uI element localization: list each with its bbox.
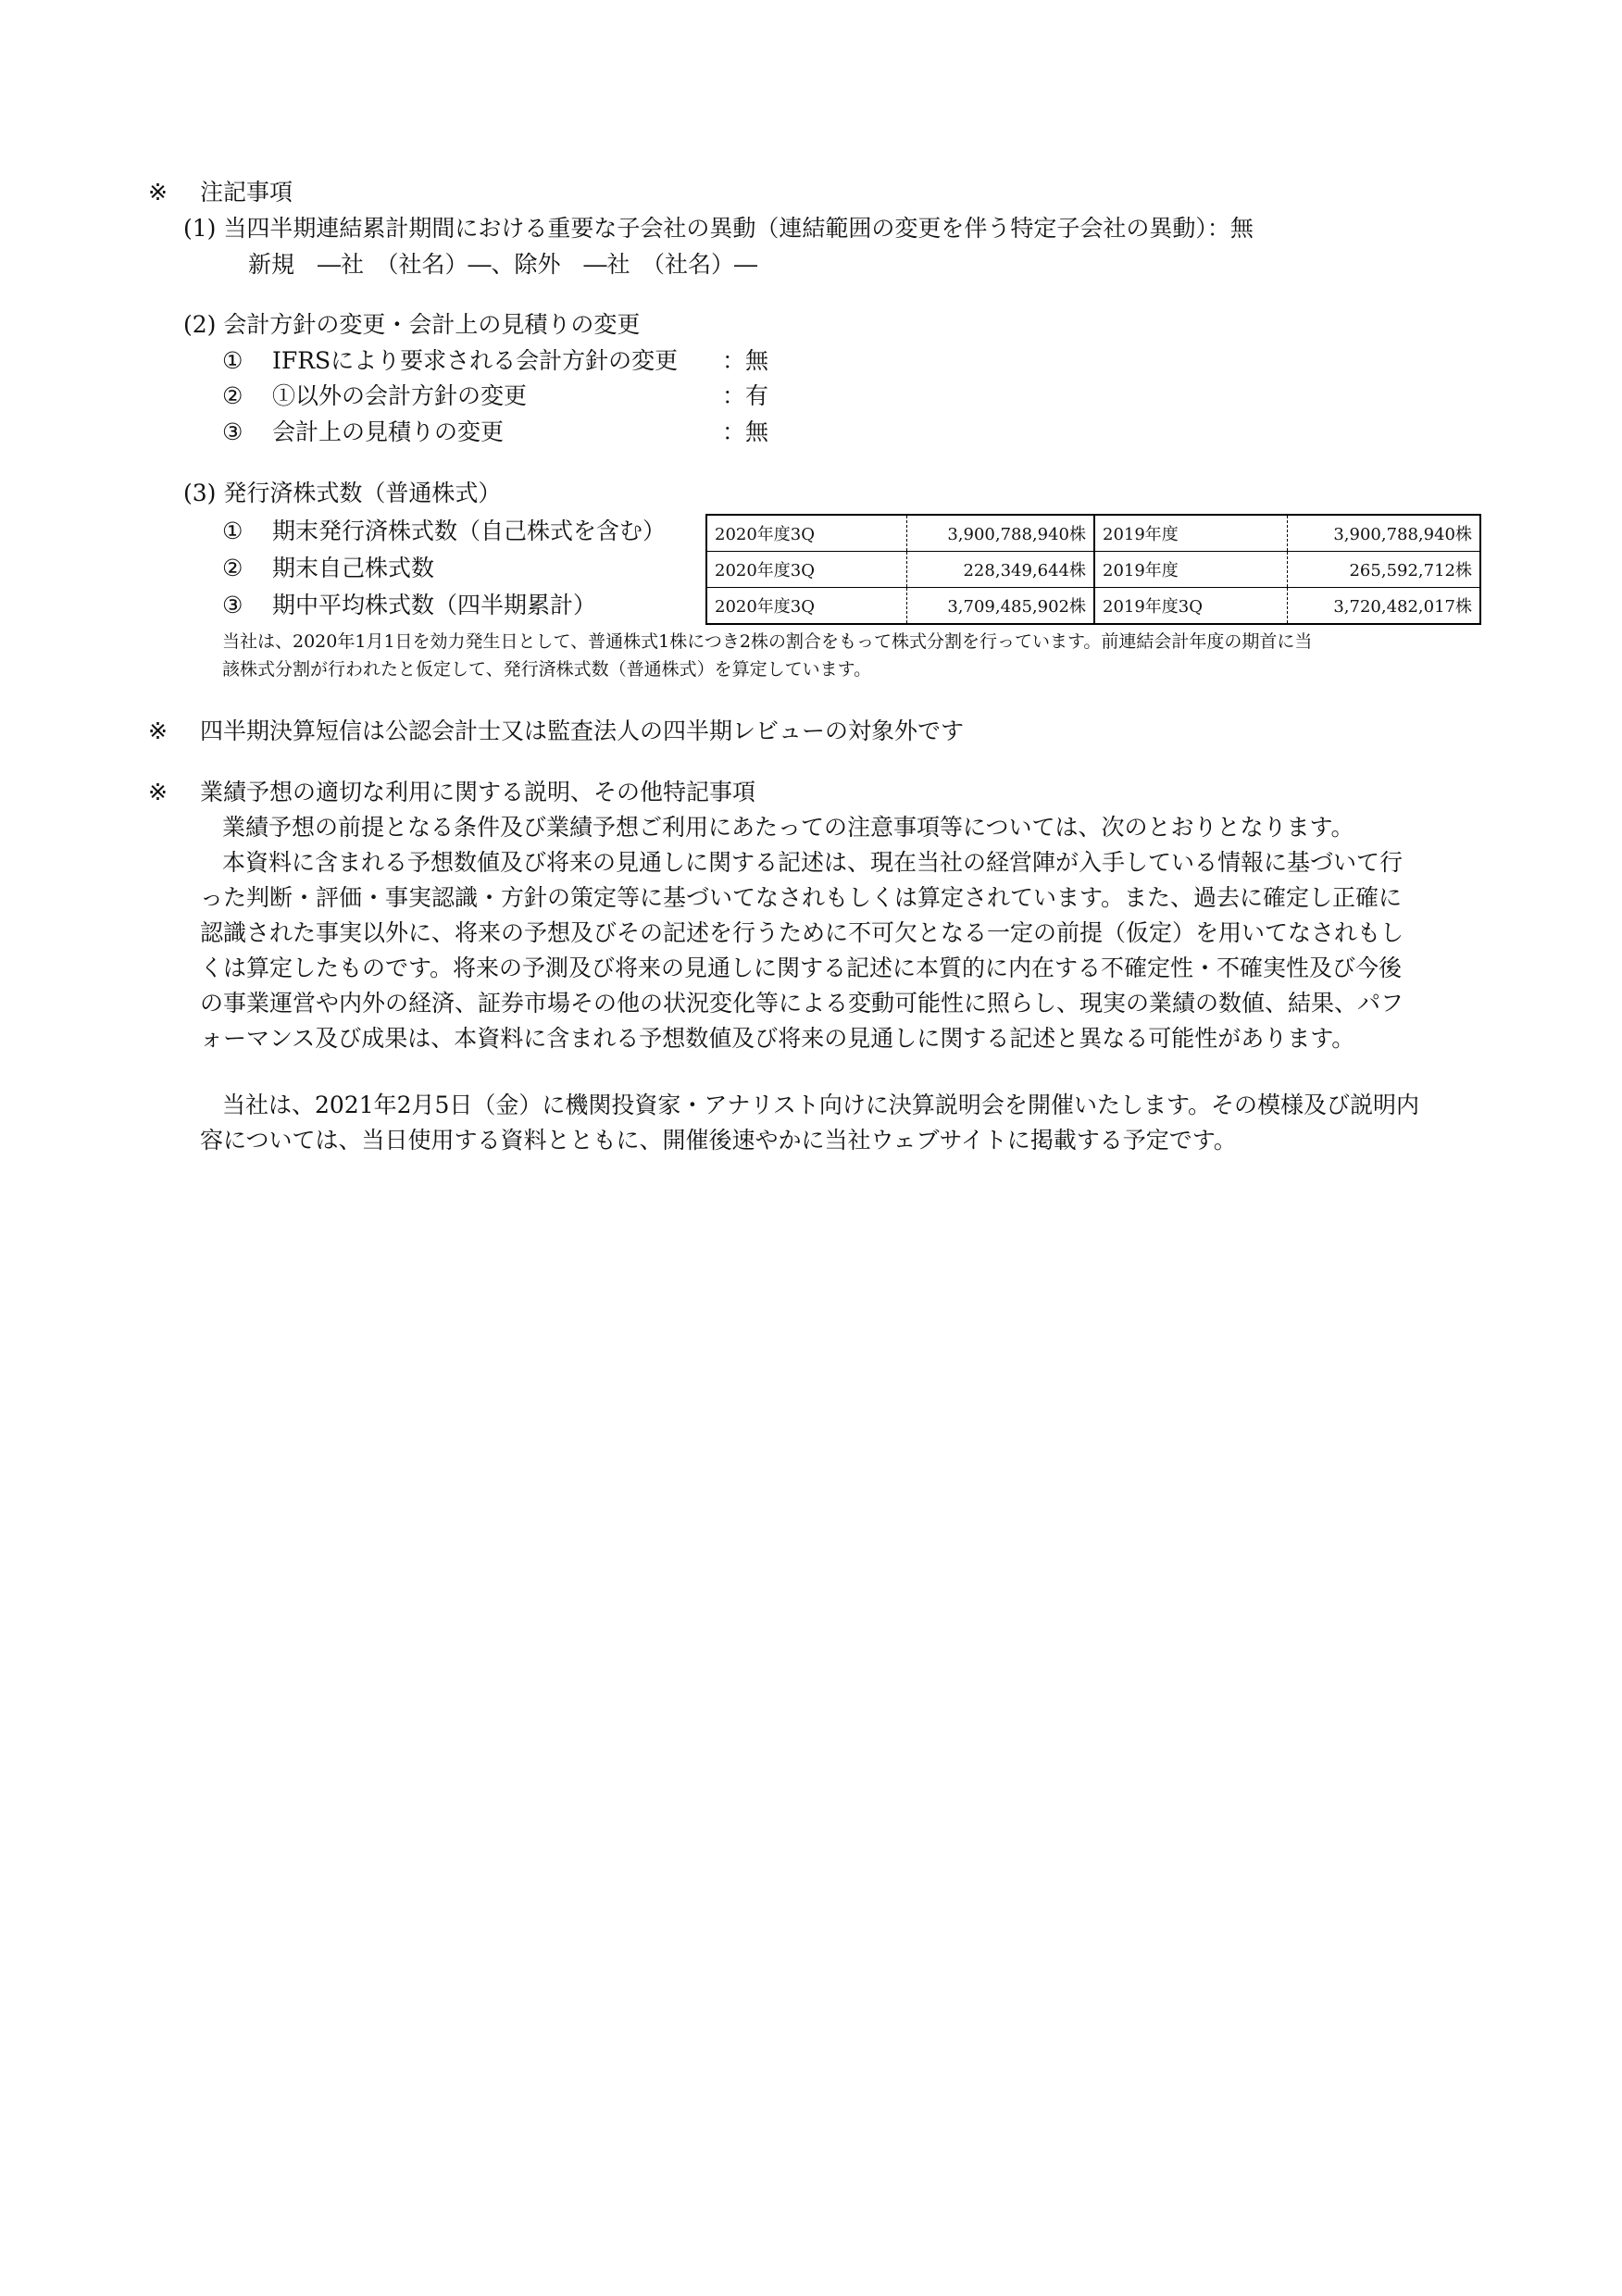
reference-mark: ※	[148, 179, 168, 206]
item3-row2-num: ②	[222, 555, 243, 581]
item2-title: (2) 会計方針の変更・会計上の見積りの変更	[183, 311, 641, 338]
notes-heading: 注記事項	[200, 179, 293, 206]
forecast-title: 業績予想の適切な利用に関する説明、その他特記事項	[200, 779, 756, 805]
item2-row1-value: ：無	[722, 347, 769, 374]
review-note: 四半期決算短信は公認会計士又は監査法人の四半期レビューの対象外です	[200, 718, 965, 744]
item1-title: (1) 当四半期連結累計期間における重要な子会社の異動（連結範囲の変更を伴う特定子会社の異動）：無	[183, 215, 1254, 242]
table-row	[706, 515, 1480, 552]
item3-row1-num: ①	[222, 518, 243, 544]
item2-row3-num: ③	[222, 418, 243, 445]
shares-value-cell: 3,900,788,940株	[907, 515, 1094, 552]
paragraph-line: くは算定したものです。将来の予測及び将来の見通しに関する記述に本質的に内在する不確定性・不確実性及び今後	[200, 955, 1403, 981]
item2-row1-num: ①	[222, 347, 243, 374]
paragraph-line: 本資料に含まれる予想数値及び将来の見通しに関する記述は、現在当社の経営陣が入手している情報に基づいて行	[222, 849, 1404, 876]
shares-table	[705, 514, 1481, 625]
item3-title: (3) 発行済株式数（普通株式）	[183, 480, 502, 506]
paragraph-line: 容については、当日使用する資料とともに、開催後速やかに当社ウェブサイトに掲載する予定です。	[200, 1127, 1237, 1154]
stock-split-note-line2: 該株式分割が行われたと仮定して、発行済株式数（普通株式）を算定しています。	[222, 659, 872, 680]
item2-row2-label: ①以外の会計方針の変更	[272, 382, 528, 409]
period-cell: 2020年度3Q	[706, 588, 907, 625]
forecast-disclaimer-paragraph	[200, 845, 1487, 1056]
item1-detail: 新規 ―社 （社名）―、除外 ―社 （社名）―	[248, 251, 758, 278]
briefing-announcement-paragraph	[200, 1088, 1487, 1158]
item2-row1-label: IFRSにより要求される会計方針の変更	[272, 347, 679, 374]
paragraph-line: 認識された事実以外に、将来の予想及びその記述を行うために不可欠となる一定の前提（仮定）を用いてなされもし	[200, 919, 1404, 946]
shares-value-cell: 3,720,482,017株	[1287, 588, 1480, 625]
paragraph-line: 当社は、2021年2月5日（金）に機関投資家・アナリスト向けに決算説明会を開催いたします。その模様及び説明内	[222, 1092, 1419, 1118]
period-cell: 2019年度3Q	[1094, 588, 1287, 625]
forecast-intro: 業績予想の前提となる条件及び業績予想ご利用にあたっての注意事項等については、次のとおりとなります。	[222, 814, 1354, 841]
item3-row3-num: ③	[222, 592, 243, 618]
paragraph-line: った判断・評価・事実認識・方針の策定等に基づいてなされもしくは算定されています。また、過去に確定し正確に	[200, 884, 1403, 911]
shares-value-cell: 265,592,712株	[1287, 552, 1480, 588]
item3-row2-label: 期末自己株式数	[272, 555, 435, 581]
item3-row1-label: 期末発行済株式数（自己株式を含む）	[272, 518, 667, 544]
item2-row3-value: ：無	[722, 418, 769, 445]
shares-value-cell: 3,709,485,902株	[907, 588, 1094, 625]
item2-row2-num: ②	[222, 382, 243, 409]
item2-row3-label: 会計上の見積りの変更	[272, 418, 505, 445]
item3-row3-label: 期中平均株式数（四半期累計）	[272, 592, 597, 618]
period-cell: 2020年度3Q	[706, 515, 907, 552]
paragraph-line: の事業運営や内外の経済、証券市場その他の状況変化等による変動可能性に照らし、現実の業績の数値、結果、パフ	[200, 990, 1404, 1017]
reference-mark: ※	[148, 779, 168, 805]
period-cell: 2019年度	[1094, 552, 1287, 588]
item2-row2-value: ：有	[722, 382, 769, 409]
shares-value-cell: 3,900,788,940株	[1287, 515, 1480, 552]
period-cell: 2019年度	[1094, 515, 1287, 552]
table-row	[706, 552, 1480, 588]
paragraph-line: ォーマンス及び成果は、本資料に含まれる予想数値及び将来の見通しに関する記述と異なる可能性があります。	[200, 1025, 1355, 1052]
stock-split-note-line1: 当社は、2020年1月1日を効力発生日として、普通株式1株につき2株の割合をもって株式分割を行っています。前連結会計年度の期首に当	[222, 631, 1313, 652]
table-row	[706, 588, 1480, 625]
reference-mark: ※	[148, 718, 168, 744]
period-cell: 2020年度3Q	[706, 552, 907, 588]
shares-value-cell: 228,349,644株	[907, 552, 1094, 588]
